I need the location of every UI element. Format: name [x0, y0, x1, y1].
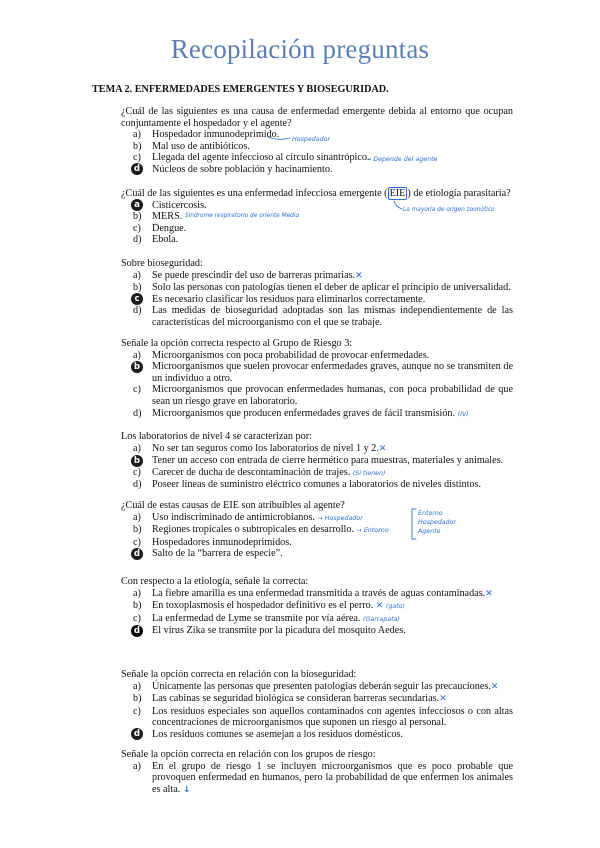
question-stem: ¿Cuál de las siguientes es una enfermedad infecciosa emergente ( EIE ) de etiología parasitaria?: [121, 188, 511, 199]
correct-answer-marker: b: [131, 361, 143, 373]
option-c: c) Microorganismos que provocan enfermedades humanas, con poca probabilidad de que sean un riesgo grave en laboratorio.: [133, 384, 513, 407]
wrong-mark-icon: ✕: [355, 270, 363, 281]
option-a: a) Uso indiscriminado de antimicrobianos. → Hospedador: [133, 511, 363, 523]
option-b: b) En toxoplasmosis el hospedador definitivo es el perro. ✕ (gato): [133, 600, 405, 612]
option-a: a) Únicamente las personas que presenten patologías deberán seguir las precauciones.✕: [133, 680, 499, 692]
correct-answer-marker: d: [131, 163, 143, 175]
option-c: c) Los residuos especiales son aquellos contaminados con agentes infecciosos o con altas concentraciones de microorganismos que suponen un riesgo al personal.: [133, 705, 513, 729]
handwritten-note: La mayoría de origen zoonótico: [403, 207, 495, 213]
section-heading: TEMA 2. ENFERMEDADES EMERGENTES Y BIOSEGURIDAD.: [92, 84, 389, 95]
option-c: c) La enfermedad de Lyme se transmite por vía aérea. (Garrapata): [133, 612, 400, 624]
option-c: c) Llegada del agente infeccioso al círculo sinantrópico.: [133, 152, 370, 164]
correct-answer-marker: d: [131, 548, 143, 560]
option-a: a) La fiebre amarilla es una enfermedad transmitida a través de aguas contaminadas.✕: [133, 587, 493, 599]
option-c: c) Dengue.: [133, 222, 187, 234]
option-a: a) Se puede prescindir del uso de barreras primarias.✕: [133, 269, 363, 281]
question-stem: ¿Cuál de las siguientes es una causa de enfermedad emergente debida al entorno que ocupan conjuntamente el hospedador y el agente?: [121, 106, 513, 129]
handwritten-note: (gato): [385, 603, 405, 611]
question-stem: Señale la opción correcta respecto al Grupo de Riesgo 3:: [121, 338, 353, 349]
option-a: a) Microorganismos con poca probabilidad de provocar enfermedades.: [133, 349, 430, 361]
question-stem: Sobre bioseguridad:: [121, 258, 203, 269]
correct-answer-marker: b: [131, 455, 143, 467]
wrong-mark-icon: ✕: [485, 588, 493, 599]
option-b-correct: b Microorganismos que suelen provocar enfermedades graves, aunque no se transmiten de un individuo a otro.: [121, 361, 513, 384]
option-b: b) Regiones tropicales o subtropicales en desarrollo. → Entorno: [133, 524, 389, 536]
wrong-mark-icon: ✕: [375, 601, 384, 612]
question-stem: Los laboratorios de nivel 4 se caracterizan por:: [121, 431, 312, 442]
option-c-correct: c Es necesario clasificar los residuos para eliminarlos correctamente.: [121, 294, 513, 306]
option-c: c) Carecer de ducha de descontaminación de trajes. (Sí tienen): [133, 466, 386, 478]
question-4: [121, 338, 513, 420]
option-d-correct: d El virus Zika se transmite por la picadura del mosquito Aedes.: [121, 625, 513, 637]
page-title: Recopilación preguntas: [170, 34, 430, 64]
question-3: [121, 258, 513, 329]
correct-answer-marker: d: [131, 728, 143, 740]
handwritten-notes-list: Entorno Hospedador Agente: [418, 510, 457, 535]
option-d: d) Las medidas de bioseguridad adoptadas son las mismas independientemente de las características del microorganismo con el que se trabaje.: [133, 305, 513, 328]
correct-answer-marker: d: [131, 625, 143, 637]
handwritten-note: (Garrapata): [363, 615, 400, 623]
correct-answer-marker: c: [131, 293, 143, 305]
question-stem: Señale la opción correcta en relación con los grupos de riesgo:: [121, 749, 376, 760]
handwritten-note: (IV): [457, 410, 469, 418]
handwritten-note: → Hospedador: [317, 514, 363, 522]
option-a-correct: a Cisticercosis.: [121, 200, 513, 212]
option-d: d) Poseer líneas de suministro eléctrico comunes a laboratorios de niveles distintos.: [133, 479, 482, 491]
option-b: b) Las cabinas se seguridad biológica se consideran barreras secundarias.✕: [133, 693, 447, 705]
handwritten-note: Hospedador: [292, 136, 331, 143]
question-2: [121, 188, 513, 246]
option-b-correct: b Tener un acceso con entrada de cierre hermético para muestras, materiales y animales.: [121, 455, 513, 467]
option-a: a) En el grupo de riesgo 1 se incluyen microorganismos que es poco probable que provoquen enfermedad en humanos, pero la probabilidad de que enfermen los animales es alta. ↓: [133, 760, 513, 795]
option-d: d) Ebola.: [133, 234, 179, 246]
option-c: c) Hospedadores inmunodeprimidos.: [133, 536, 292, 548]
question-stem: Señale la opción correcta en relación con la bioseguridad:: [121, 669, 357, 680]
option-d-correct: d Salto de la “barrera de especie”.: [121, 548, 513, 560]
option-b: b) Mal uso de antibióticos.: [133, 140, 250, 152]
option-b: b) Solo las personas con patologías tienen el deber de aplicar el principio de universalidad.: [133, 282, 511, 294]
question-stem: Con respecto a la etiología, señale la correcta:: [121, 576, 309, 587]
handwritten-note: Síndrome respiratorio de oriente Medio: [185, 213, 299, 219]
question-8: [121, 669, 513, 741]
handwritten-note: → Entorno: [356, 527, 389, 535]
question-5: [121, 431, 513, 491]
question-7: [121, 576, 513, 637]
option-d-correct: d Los residuos comunes se asemejan a los residuos domésticos.: [121, 729, 513, 741]
wrong-mark-icon: ✕: [439, 694, 447, 705]
arrow-down-icon: ↓: [182, 784, 191, 795]
option-a: a) Hospedador inmunodeprimido.: [133, 129, 280, 141]
handwritten-note: (Sí tienen): [352, 469, 386, 477]
wrong-mark-icon: ✕: [490, 681, 499, 692]
handwritten-note: → Depende del agente: [366, 156, 438, 163]
question-stem: ¿Cuál de estas causas de EIE son atribuibles al agente?: [121, 500, 345, 511]
correct-answer-marker: a: [131, 199, 143, 211]
question-9: [121, 749, 513, 796]
option-b: b) MERS.: [133, 211, 183, 223]
wrong-mark-icon: ✕: [378, 443, 387, 454]
option-d: d) Microorganismos que producen enfermedades graves de fácil transmisión. (IV): [133, 407, 469, 419]
option-d-correct: d Núcleos de sobre población y hacinamiento.: [121, 164, 513, 176]
option-a: a) No ser tan seguros como los laboratorios de nivel 1 y 2.✕: [133, 442, 387, 454]
